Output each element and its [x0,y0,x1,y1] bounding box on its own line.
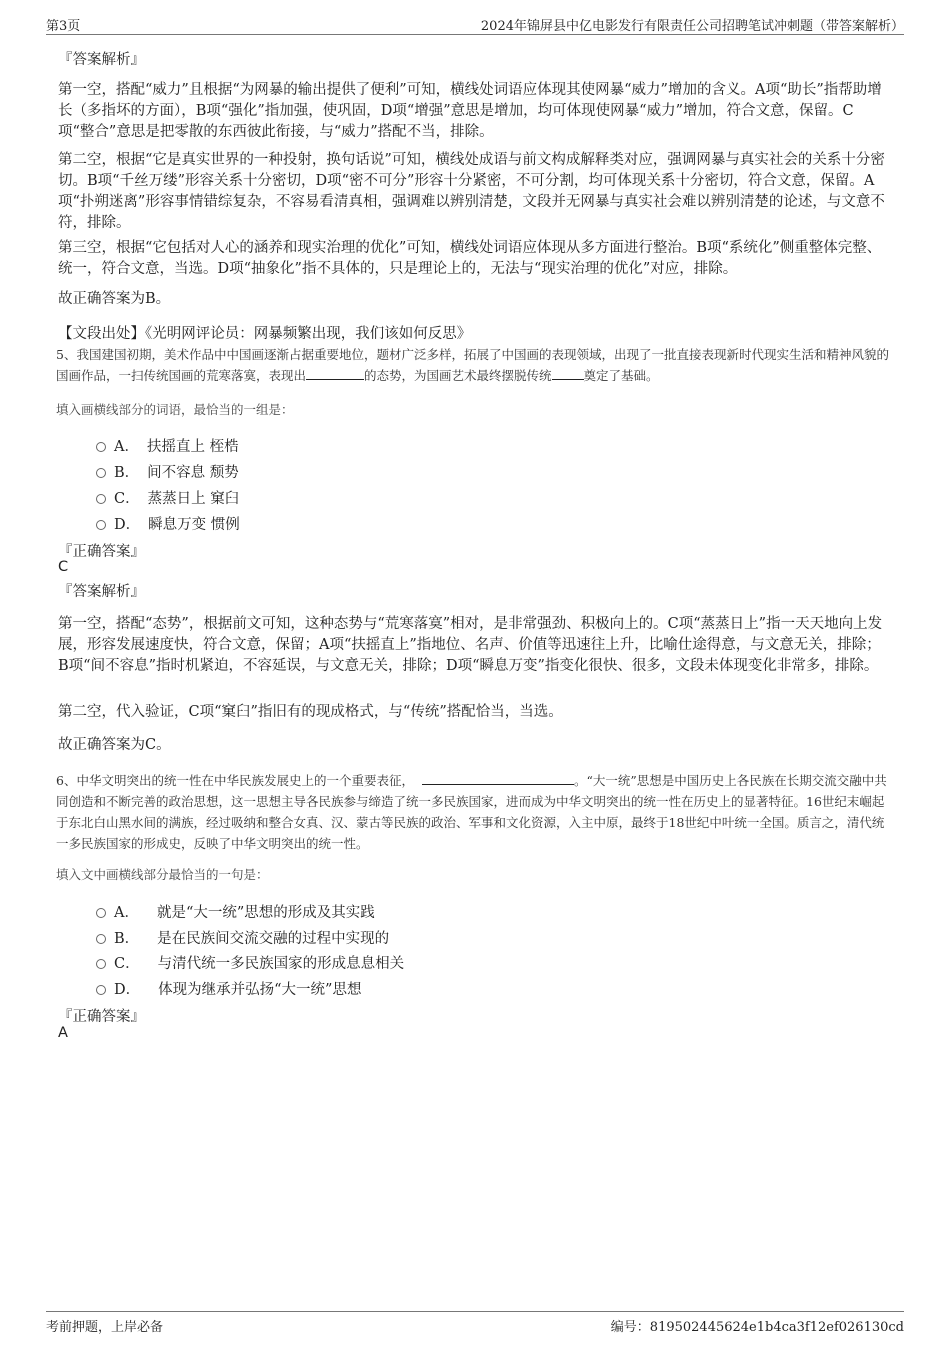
radio-icon[interactable] [96,908,106,918]
q6-option-d[interactable]: D． 体现为继承并弘扬“大一统”思想 [96,978,361,999]
page-number: 第3页 [46,19,81,34]
q6-answer: A [58,1025,68,1041]
q5-analysis-p2: 第二空，代入验证，C项“窠臼”指旧有的现成格式，与“传统”搭配恰当，当选。 [58,704,563,720]
q4-analysis-p1: 第一空，搭配“威力”且根据“为网暴的输出提供了便利”可知，横线处词语应体现其使网暴“威力”增加的含义。A项“助长”指帮助增长（多指坏的方面），B项“强化”指加强，使巩固，D项“增强”意思是增加，均可体现使网暴“威力”增加，符合文意，保留。C项“整合”意思是把零散的东西彼此衔接，与“威力”搭配不当，排除。 [58,82,882,140]
q4-source: 【文段出处】《光明网评论员：网暴频繁出现，我们该如何反思》 [58,326,472,342]
q5-blank-2 [552,365,584,380]
q6-answer-label: 『正确答案』 [58,1009,145,1025]
q5-option-c[interactable]: C． 蒸蒸日上 窠臼 [96,487,239,508]
radio-icon[interactable] [96,494,106,504]
q6-hint: 填入文中画横线部分最恰当的一句是： [56,867,269,882]
document-id: 编号：819502445624e1b4ca3f12ef026130cd [610,1320,904,1335]
q4-analysis-p3: 第三空，根据“它包括对人心的涵养和现实治理的优化”可知，横线处词语应体现从多方面进行整治。B项“系统化”侧重整体完整、统一，符合文意，当选。D项“抽象化”指不具体的，只是理论上的，无法与“现实治理的优化”对应，排除。 [58,240,882,277]
q6-option-c[interactable]: C． 与清代统一多民族国家的形成息息相关 [96,952,404,973]
q6-option-b[interactable]: B． 是在民族间交流交融的过程中实现的 [96,927,389,948]
q5-analysis-conclusion: 故正确答案为C。 [58,737,171,753]
document-title: 2024年锦屏县中亿电影发行有限责任公司招聘笔试冲刺题（带答案解析） [480,19,904,34]
q5-blank-1 [306,365,364,380]
q4-analysis-label: 『答案解析』 [58,52,145,68]
page-footer [46,1311,904,1338]
q5-option-a[interactable]: A． 扶摇直上 桎梏 [96,435,239,456]
radio-icon[interactable] [96,959,106,969]
q6-blank [422,770,574,785]
radio-icon[interactable] [96,934,106,944]
radio-icon[interactable] [96,520,106,530]
q5-question: 5、我国建国初期，美术作品中中国画逐渐占据重要地位，题材广泛多样，拓展了中国画的表现领域，出现了一批直接表现新时代现实生活和精神风貌的国画作品，一扫传统国画的荒寒落寞，表现出 的态势，为国画艺术最终摆脱传统 奠定了基础。 [56,347,889,383]
q6-option-a[interactable]: A． 就是“大一统”思想的形成及其实践 [96,901,375,922]
q5-answer: C [58,559,69,575]
radio-icon[interactable] [96,985,106,995]
footer-slogan: 考前押题，上岸必备 [46,1320,164,1335]
q5-option-d[interactable]: D． 瞬息万变 惯例 [96,513,240,534]
q6-question: 6、中华文明突出的统一性在中华民族发展史上的一个重要表征， 。“大一统”思想是中国历史上各民族在长期交流交融中共同创造和不断完善的政治思想，这一思想主导各民族参与缔造了统一多民族国家，进而成为中华文明突出的统一性在历史上的显著特征。16世纪末崛起于东北白山黑水间的满族，经过吸纳和整合女真、汉、蒙古等民族的政治、军事和文化资源，入主中原，最终于18世纪中叶统一全国。质言之，清代统一多民族国家的形成史，反映了中华文明突出的统一性。 [56,770,896,854]
page-header [46,12,904,35]
q4-analysis-conclusion: 故正确答案为B。 [58,291,171,307]
q5-answer-label: 『正确答案』 [58,544,145,560]
q5-hint: 填入画横线部分的词语，最恰当的一组是： [56,402,294,417]
q5-option-b[interactable]: B． 间不容息 颓势 [96,461,239,482]
q5-analysis-label: 『答案解析』 [58,584,145,600]
radio-icon[interactable] [96,442,106,452]
q5-analysis-p1: 第一空，搭配“态势”，根据前文可知，这种态势与“荒寒落寞”相对，是非常强劲、积极向上的。C项“蒸蒸日上”指一天天地向上发展，形容发展速度快，符合文意，保留；A项“扶摇直上”指地位、名声、价值等迅速往上升，比喻仕途得意，与文意无关，排除；B项“间不容息”指时机紧迫，不容延误，与文意无关，排除；D项“瞬息万变”指变化很快、很多，文段未体现变化非常多，排除。 [58,616,883,674]
q4-analysis-p2: 第二空，根据“它是真实世界的一种投射，换句话说”可知，横线处成语与前文构成解释类对应，强调网暴与真实社会的关系十分密切。B项“千丝万缕”形容关系十分密切，D项“密不可分”形容十分紧密，不可分割，均可体现关系十分密切，符合文意，保留。A项“扑朔迷离”形容事情错综复杂，不容易看清真相，强调难以辨别清楚，文段并无网暴与真实社会难以辨别清楚的论述，与文意不符，排除。 [58,152,885,231]
radio-icon[interactable] [96,468,106,478]
